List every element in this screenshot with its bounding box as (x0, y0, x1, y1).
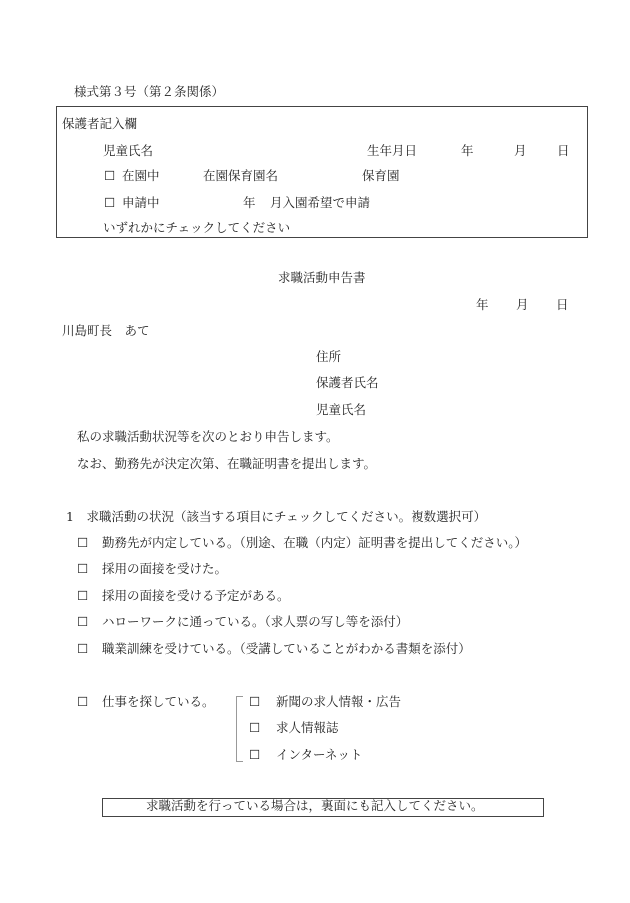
section1-heading: 1 求職活動の状況（該当する項目にチェックしてください。複数選択可） (66, 509, 487, 524)
applying-month-text: 月入園希望で申請 (270, 195, 371, 210)
enrolled-checkbox[interactable]: ☐ (104, 168, 116, 183)
birth-day-label: 日 (557, 143, 570, 158)
enrolled-label: 在園中 (122, 168, 160, 183)
job-search-label: 仕事を探している。 (102, 694, 215, 709)
sub-item-magazine: 求人情報誌 (276, 720, 339, 735)
applying-checkbox[interactable]: ☐ (104, 195, 116, 210)
birth-date-label: 生年月日 (367, 143, 418, 158)
birth-month-label: 月 (514, 143, 527, 158)
sub-item-checkbox[interactable]: ☐ (249, 747, 261, 762)
applying-year-label: 年 (243, 195, 256, 210)
item-interviewed: 採用の面接を受けた。 (102, 561, 228, 576)
item-hello-work: ハローワークに通っている。（求人票の写し等を添付） (102, 614, 409, 629)
guardian-section-title: 保護者記入欄 (62, 116, 138, 131)
sub-item-newspaper: 新聞の求人情報・広告 (276, 694, 402, 709)
check-one-note: いずれかにチェックしてください (103, 220, 291, 235)
item-vocational-training: 職業訓練を受けている。（受講していることがわかる書類を添付） (102, 641, 471, 656)
item-checkbox[interactable]: ☐ (77, 588, 89, 603)
job-search-checkbox[interactable]: ☐ (77, 694, 89, 709)
applying-label: 申請中 (122, 195, 160, 210)
applicant-child-name-label: 児童氏名 (316, 402, 367, 417)
child-name-label: 児童氏名 (103, 143, 154, 158)
form-number: 様式第３号（第２条関係） (74, 84, 225, 99)
current-nursery-label: 在園保育園名 (203, 168, 279, 183)
item-checkbox[interactable]: ☐ (77, 561, 89, 576)
item-checkbox[interactable]: ☐ (77, 535, 89, 550)
date-month-label: 月 (516, 297, 529, 312)
item-job-offer: 勤務先が内定している。（別途、在職（内定）証明書を提出してください。） (102, 535, 528, 550)
birth-year-label: 年 (461, 143, 474, 158)
guardian-name-label: 保護者氏名 (316, 375, 379, 390)
document-title: 求職活動申告書 (278, 270, 366, 285)
sub-item-checkbox[interactable]: ☐ (249, 720, 261, 735)
footer-notice: 求職活動を行っている場合は，裏面にも記入してください。 (146, 798, 484, 813)
intro-line-2: なお、勤務先が決定次第、在職証明書を提出します。 (77, 456, 377, 471)
item-interview-scheduled: 採用の面接を受ける予定がある。 (102, 588, 290, 603)
date-year-label: 年 (476, 297, 489, 312)
intro-line-1: 私の求職活動状況等を次のとおり申告します。 (77, 429, 339, 444)
address-label: 住所 (316, 349, 342, 364)
nursery-suffix: 保育園 (362, 168, 400, 183)
item-checkbox[interactable]: ☐ (77, 614, 89, 629)
date-day-label: 日 (556, 297, 569, 312)
sub-item-internet: インターネット (276, 747, 363, 762)
addressee: 川島町長 あて (62, 323, 150, 338)
item-checkbox[interactable]: ☐ (77, 641, 89, 656)
job-search-bracket (236, 696, 243, 762)
sub-item-checkbox[interactable]: ☐ (249, 694, 261, 709)
